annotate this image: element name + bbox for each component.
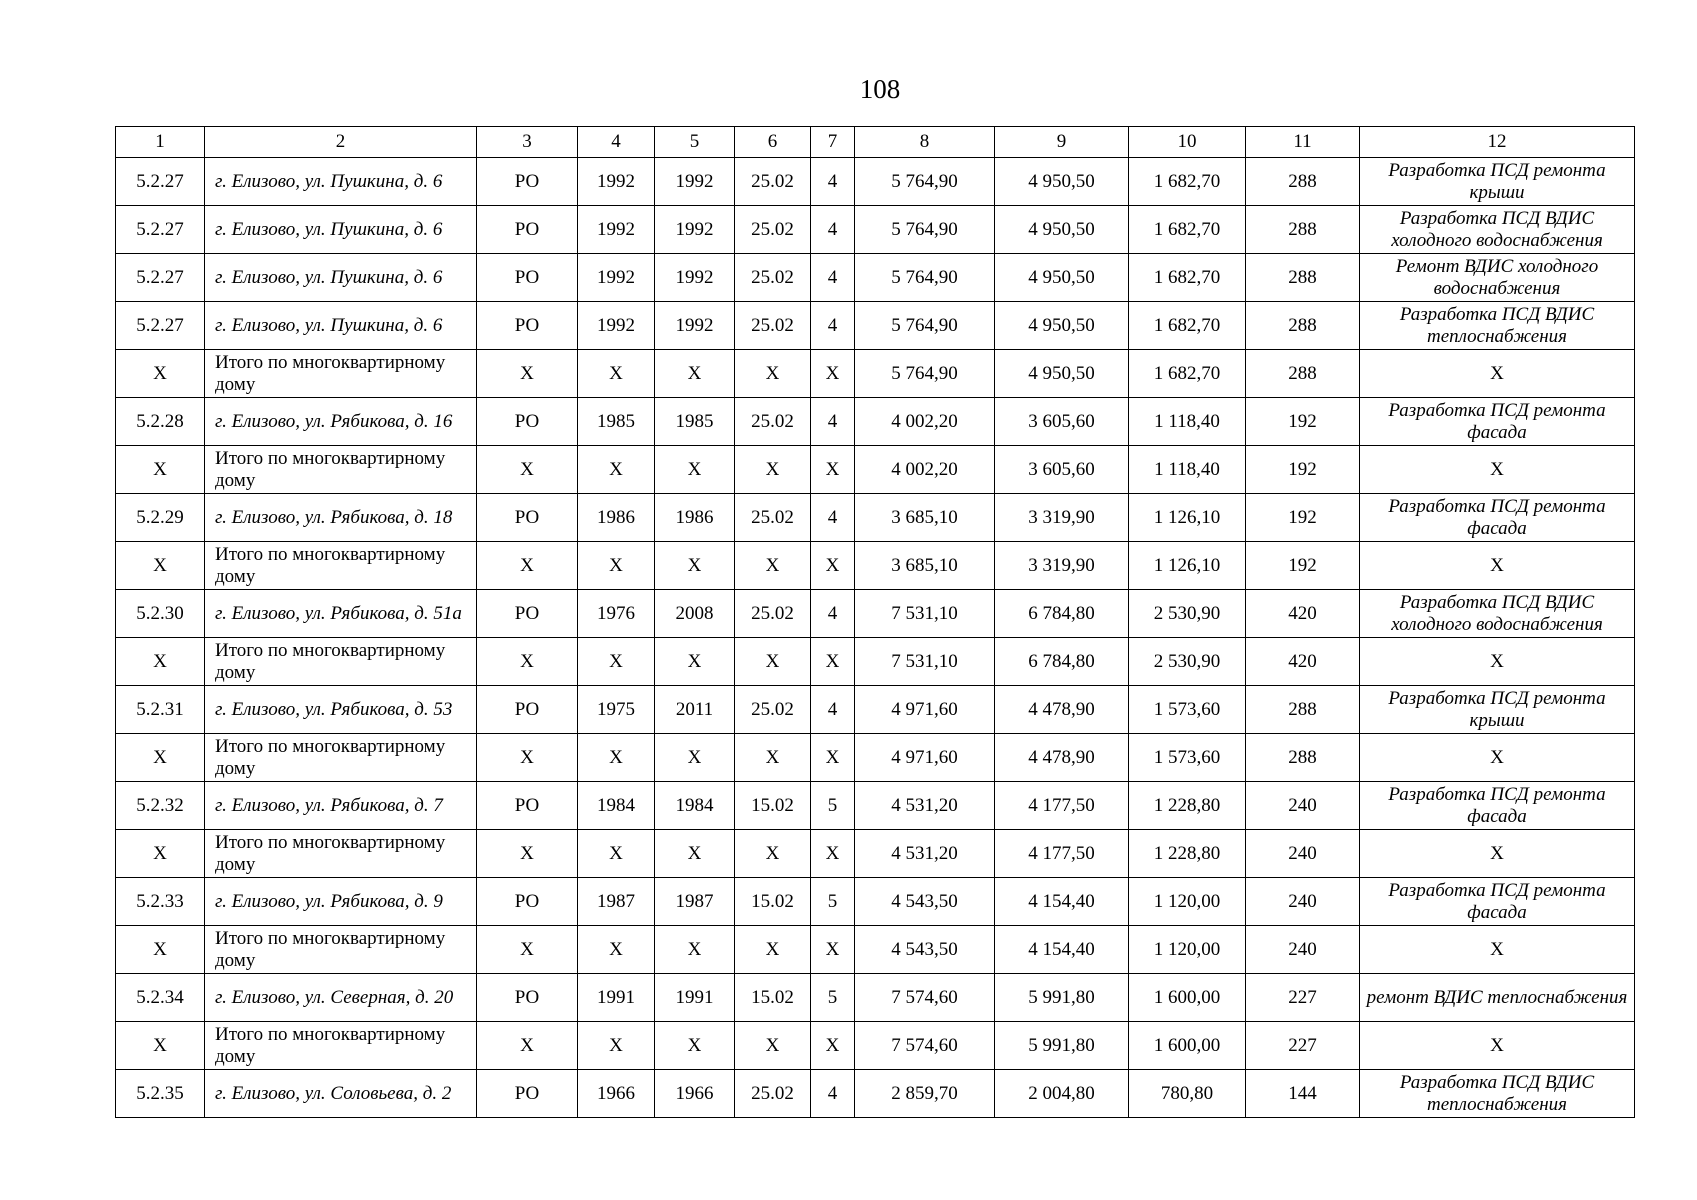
address-cell: Итого по многоквартирному дому: [205, 446, 477, 494]
total-area-cell: 5 764,90: [855, 302, 995, 350]
floors-cell: 4: [811, 494, 855, 542]
item-number-cell: 5.2.29: [116, 494, 205, 542]
address-cell: г. Елизово, ул. Рябикова, д. 16: [205, 398, 477, 446]
item-number-cell: 5.2.27: [116, 302, 205, 350]
nonresidential-area-cell: 1 118,40: [1129, 398, 1246, 446]
nonresidential-area-cell: 2 530,90: [1129, 638, 1246, 686]
year-commissioned-cell: Х: [655, 350, 735, 398]
table-row: [116, 158, 1635, 206]
nonresidential-area-cell: 1 228,80: [1129, 830, 1246, 878]
owner-type-cell: Х: [477, 734, 578, 782]
wall-material-cell: 25.02: [735, 398, 811, 446]
residents-cell: 192: [1246, 542, 1360, 590]
year-built-cell: 1992: [578, 254, 655, 302]
address-cell: г. Елизово, ул. Рябикова, д. 7: [205, 782, 477, 830]
total-area-cell: 3 685,10: [855, 542, 995, 590]
address-cell: Итого по многоквартирному дому: [205, 734, 477, 782]
table-row: [116, 686, 1635, 734]
owner-type-cell: Х: [477, 830, 578, 878]
residents-cell: 420: [1246, 590, 1360, 638]
address-cell: Итого по многоквартирному дому: [205, 350, 477, 398]
work-type-cell: Разработка ПСД ремонта фасада: [1360, 494, 1635, 542]
residents-cell: 288: [1246, 350, 1360, 398]
nonresidential-area-cell: 1 682,70: [1129, 206, 1246, 254]
work-type-cell: Х: [1360, 926, 1635, 974]
floors-cell: Х: [811, 638, 855, 686]
work-type-cell: Х: [1360, 830, 1635, 878]
column-number-cell: 3: [477, 127, 578, 158]
item-number-cell: 5.2.28: [116, 398, 205, 446]
year-built-cell: 1976: [578, 590, 655, 638]
total-area-cell: 7 574,60: [855, 1022, 995, 1070]
table-row: [116, 1070, 1635, 1118]
floors-cell: Х: [811, 446, 855, 494]
work-type-cell: Х: [1360, 446, 1635, 494]
work-type-cell: Разработка ПСД ремонта фасада: [1360, 782, 1635, 830]
item-number-cell: Х: [116, 1022, 205, 1070]
work-type-cell: Х: [1360, 350, 1635, 398]
year-built-cell: 1975: [578, 686, 655, 734]
floors-cell: 4: [811, 206, 855, 254]
work-type-cell: Разработка ПСД ВДИС холодного водоснабжения: [1360, 590, 1635, 638]
year-commissioned-cell: 1985: [655, 398, 735, 446]
column-number-cell: 11: [1246, 127, 1360, 158]
total-area-cell: 4 543,50: [855, 926, 995, 974]
residential-area-cell: 3 605,60: [995, 446, 1129, 494]
capital-repair-table: [115, 126, 1635, 1118]
floors-cell: 4: [811, 398, 855, 446]
wall-material-cell: 25.02: [735, 254, 811, 302]
work-type-cell: Разработка ПСД ремонта фасада: [1360, 398, 1635, 446]
item-number-cell: 5.2.27: [116, 158, 205, 206]
residents-cell: 144: [1246, 1070, 1360, 1118]
work-type-cell: Ремонт ВДИС холодного водоснабжения: [1360, 254, 1635, 302]
residents-cell: 227: [1246, 1022, 1360, 1070]
table-row: [116, 590, 1635, 638]
year-built-cell: 1986: [578, 494, 655, 542]
address-cell: г. Елизово, ул. Рябикова, д. 18: [205, 494, 477, 542]
item-number-cell: Х: [116, 734, 205, 782]
table-row: [116, 974, 1635, 1022]
residential-area-cell: 4 950,50: [995, 206, 1129, 254]
nonresidential-area-cell: 1 600,00: [1129, 974, 1246, 1022]
nonresidential-area-cell: 1 118,40: [1129, 446, 1246, 494]
address-cell: г. Елизово, ул. Пушкина, д. 6: [205, 254, 477, 302]
year-built-cell: 1991: [578, 974, 655, 1022]
floors-cell: 4: [811, 590, 855, 638]
item-number-cell: 5.2.27: [116, 206, 205, 254]
nonresidential-area-cell: 1 120,00: [1129, 878, 1246, 926]
owner-type-cell: РО: [477, 398, 578, 446]
work-type-cell: Х: [1360, 1022, 1635, 1070]
column-number-cell: 8: [855, 127, 995, 158]
wall-material-cell: 15.02: [735, 974, 811, 1022]
year-built-cell: Х: [578, 734, 655, 782]
item-number-cell: Х: [116, 446, 205, 494]
floors-cell: Х: [811, 542, 855, 590]
total-row: [116, 542, 1635, 590]
total-area-cell: 4 002,20: [855, 398, 995, 446]
nonresidential-area-cell: 1 600,00: [1129, 1022, 1246, 1070]
item-number-cell: Х: [116, 350, 205, 398]
residential-area-cell: 3 605,60: [995, 398, 1129, 446]
residential-area-cell: 5 991,80: [995, 1022, 1129, 1070]
residential-area-cell: 2 004,80: [995, 1070, 1129, 1118]
floors-cell: Х: [811, 734, 855, 782]
year-built-cell: Х: [578, 446, 655, 494]
work-type-cell: Х: [1360, 542, 1635, 590]
owner-type-cell: РО: [477, 254, 578, 302]
residents-cell: 192: [1246, 398, 1360, 446]
total-area-cell: 4 543,50: [855, 878, 995, 926]
owner-type-cell: Х: [477, 350, 578, 398]
address-cell: г. Елизово, ул. Рябикова, д. 51а: [205, 590, 477, 638]
table-row: [116, 494, 1635, 542]
nonresidential-area-cell: 780,80: [1129, 1070, 1246, 1118]
residential-area-cell: 4 154,40: [995, 926, 1129, 974]
item-number-cell: 5.2.33: [116, 878, 205, 926]
owner-type-cell: РО: [477, 974, 578, 1022]
work-type-cell: ремонт ВДИС теплоснабжения: [1360, 974, 1635, 1022]
column-number-cell: 6: [735, 127, 811, 158]
work-type-cell: Х: [1360, 638, 1635, 686]
residents-cell: 240: [1246, 926, 1360, 974]
residents-cell: 240: [1246, 878, 1360, 926]
nonresidential-area-cell: 1 573,60: [1129, 734, 1246, 782]
address-cell: г. Елизово, ул. Пушкина, д. 6: [205, 158, 477, 206]
work-type-cell: Разработка ПСД ВДИС теплоснабжения: [1360, 1070, 1635, 1118]
floors-cell: 4: [811, 1070, 855, 1118]
total-area-cell: 4 971,60: [855, 734, 995, 782]
column-number-cell: 10: [1129, 127, 1246, 158]
column-number-cell: 4: [578, 127, 655, 158]
address-cell: Итого по многоквартирному дому: [205, 830, 477, 878]
residential-area-cell: 4 950,50: [995, 302, 1129, 350]
wall-material-cell: Х: [735, 1022, 811, 1070]
year-commissioned-cell: Х: [655, 1022, 735, 1070]
floors-cell: 4: [811, 158, 855, 206]
address-cell: г. Елизово, ул. Северная, д. 20: [205, 974, 477, 1022]
year-built-cell: Х: [578, 350, 655, 398]
column-number-cell: 2: [205, 127, 477, 158]
address-cell: Итого по многоквартирному дому: [205, 926, 477, 974]
owner-type-cell: РО: [477, 206, 578, 254]
year-built-cell: 1987: [578, 878, 655, 926]
total-area-cell: 4 531,20: [855, 782, 995, 830]
column-number-cell: 7: [811, 127, 855, 158]
owner-type-cell: Х: [477, 542, 578, 590]
item-number-cell: 5.2.34: [116, 974, 205, 1022]
year-commissioned-cell: Х: [655, 542, 735, 590]
table-body: [116, 127, 1635, 1118]
year-built-cell: Х: [578, 830, 655, 878]
work-type-cell: Разработка ПСД ВДИС теплоснабжения: [1360, 302, 1635, 350]
residential-area-cell: 4 177,50: [995, 782, 1129, 830]
owner-type-cell: РО: [477, 590, 578, 638]
wall-material-cell: Х: [735, 350, 811, 398]
table-row: [116, 206, 1635, 254]
total-area-cell: 4 002,20: [855, 446, 995, 494]
residential-area-cell: 6 784,80: [995, 590, 1129, 638]
total-row: [116, 350, 1635, 398]
item-number-cell: 5.2.31: [116, 686, 205, 734]
nonresidential-area-cell: 1 126,10: [1129, 542, 1246, 590]
total-area-cell: 5 764,90: [855, 350, 995, 398]
total-area-cell: 5 764,90: [855, 158, 995, 206]
address-cell: г. Елизово, ул. Пушкина, д. 6: [205, 302, 477, 350]
owner-type-cell: РО: [477, 878, 578, 926]
residential-area-cell: 4 177,50: [995, 830, 1129, 878]
year-commissioned-cell: 1992: [655, 302, 735, 350]
wall-material-cell: 25.02: [735, 686, 811, 734]
owner-type-cell: РО: [477, 302, 578, 350]
item-number-cell: 5.2.32: [116, 782, 205, 830]
total-row: [116, 1022, 1635, 1070]
residents-cell: 192: [1246, 446, 1360, 494]
nonresidential-area-cell: 1 682,70: [1129, 350, 1246, 398]
total-area-cell: 5 764,90: [855, 206, 995, 254]
wall-material-cell: 25.02: [735, 1070, 811, 1118]
year-commissioned-cell: 2008: [655, 590, 735, 638]
item-number-cell: Х: [116, 830, 205, 878]
work-type-cell: Разработка ПСД ремонта крыши: [1360, 686, 1635, 734]
table-row: [116, 254, 1635, 302]
wall-material-cell: Х: [735, 638, 811, 686]
residential-area-cell: 5 991,80: [995, 974, 1129, 1022]
year-commissioned-cell: Х: [655, 446, 735, 494]
item-number-cell: Х: [116, 926, 205, 974]
work-type-cell: Разработка ПСД ВДИС холодного водоснабжения: [1360, 206, 1635, 254]
total-area-cell: 5 764,90: [855, 254, 995, 302]
wall-material-cell: Х: [735, 542, 811, 590]
total-area-cell: 4 971,60: [855, 686, 995, 734]
year-built-cell: 1992: [578, 158, 655, 206]
address-cell: г. Елизово, ул. Пушкина, д. 6: [205, 206, 477, 254]
address-cell: Итого по многоквартирному дому: [205, 542, 477, 590]
table-row: [116, 878, 1635, 926]
residential-area-cell: 3 319,90: [995, 542, 1129, 590]
floors-cell: 4: [811, 254, 855, 302]
item-number-cell: 5.2.27: [116, 254, 205, 302]
address-cell: г. Елизово, ул. Рябикова, д. 9: [205, 878, 477, 926]
table-row: [116, 398, 1635, 446]
work-type-cell: Разработка ПСД ремонта фасада: [1360, 878, 1635, 926]
owner-type-cell: РО: [477, 158, 578, 206]
column-number-cell: 9: [995, 127, 1129, 158]
year-commissioned-cell: Х: [655, 638, 735, 686]
residents-cell: 227: [1246, 974, 1360, 1022]
table-row: [116, 302, 1635, 350]
residents-cell: 288: [1246, 206, 1360, 254]
residents-cell: 288: [1246, 158, 1360, 206]
year-commissioned-cell: 1987: [655, 878, 735, 926]
column-number-cell: 5: [655, 127, 735, 158]
year-commissioned-cell: Х: [655, 830, 735, 878]
year-built-cell: Х: [578, 926, 655, 974]
total-row: [116, 446, 1635, 494]
owner-type-cell: РО: [477, 782, 578, 830]
residential-area-cell: 4 950,50: [995, 254, 1129, 302]
residents-cell: 288: [1246, 734, 1360, 782]
work-type-cell: Х: [1360, 734, 1635, 782]
nonresidential-area-cell: 1 682,70: [1129, 158, 1246, 206]
wall-material-cell: 25.02: [735, 206, 811, 254]
floors-cell: 5: [811, 782, 855, 830]
floors-cell: Х: [811, 830, 855, 878]
total-row: [116, 830, 1635, 878]
year-commissioned-cell: 1992: [655, 206, 735, 254]
wall-material-cell: Х: [735, 734, 811, 782]
column-number-cell: 1: [116, 127, 205, 158]
address-cell: г. Елизово, ул. Рябикова, д. 53: [205, 686, 477, 734]
year-commissioned-cell: Х: [655, 734, 735, 782]
item-number-cell: Х: [116, 638, 205, 686]
year-commissioned-cell: 1992: [655, 158, 735, 206]
year-commissioned-cell: Х: [655, 926, 735, 974]
year-commissioned-cell: 2011: [655, 686, 735, 734]
owner-type-cell: Х: [477, 446, 578, 494]
total-row: [116, 734, 1635, 782]
item-number-cell: Х: [116, 542, 205, 590]
year-built-cell: Х: [578, 542, 655, 590]
residential-area-cell: 4 478,90: [995, 734, 1129, 782]
total-area-cell: 7 531,10: [855, 638, 995, 686]
page-number: 108: [859, 74, 901, 104]
total-area-cell: 7 531,10: [855, 590, 995, 638]
residential-area-cell: 3 319,90: [995, 494, 1129, 542]
year-built-cell: 1992: [578, 302, 655, 350]
year-built-cell: Х: [578, 1022, 655, 1070]
total-area-cell: 7 574,60: [855, 974, 995, 1022]
year-commissioned-cell: 1966: [655, 1070, 735, 1118]
year-built-cell: 1984: [578, 782, 655, 830]
residential-area-cell: 4 950,50: [995, 158, 1129, 206]
residents-cell: 240: [1246, 782, 1360, 830]
residents-cell: 420: [1246, 638, 1360, 686]
nonresidential-area-cell: 1 682,70: [1129, 302, 1246, 350]
floors-cell: 4: [811, 302, 855, 350]
owner-type-cell: РО: [477, 1070, 578, 1118]
total-row: [116, 638, 1635, 686]
residential-area-cell: 4 154,40: [995, 878, 1129, 926]
wall-material-cell: Х: [735, 830, 811, 878]
year-built-cell: 1992: [578, 206, 655, 254]
wall-material-cell: Х: [735, 926, 811, 974]
total-area-cell: 2 859,70: [855, 1070, 995, 1118]
total-row: [116, 926, 1635, 974]
wall-material-cell: 25.02: [735, 494, 811, 542]
nonresidential-area-cell: 1 573,60: [1129, 686, 1246, 734]
residents-cell: 288: [1246, 302, 1360, 350]
floors-cell: Х: [811, 926, 855, 974]
residential-area-cell: 4 478,90: [995, 686, 1129, 734]
address-cell: Итого по многоквартирному дому: [205, 1022, 477, 1070]
floors-cell: 5: [811, 974, 855, 1022]
owner-type-cell: Х: [477, 926, 578, 974]
owner-type-cell: РО: [477, 686, 578, 734]
owner-type-cell: РО: [477, 494, 578, 542]
nonresidential-area-cell: 1 120,00: [1129, 926, 1246, 974]
address-cell: г. Елизово, ул. Соловьева, д. 2: [205, 1070, 477, 1118]
nonresidential-area-cell: 1 228,80: [1129, 782, 1246, 830]
total-area-cell: 4 531,20: [855, 830, 995, 878]
year-commissioned-cell: 1986: [655, 494, 735, 542]
owner-type-cell: Х: [477, 638, 578, 686]
residents-cell: 288: [1246, 686, 1360, 734]
table-row: [116, 782, 1635, 830]
residents-cell: 192: [1246, 494, 1360, 542]
residents-cell: 240: [1246, 830, 1360, 878]
wall-material-cell: 25.02: [735, 158, 811, 206]
year-built-cell: 1985: [578, 398, 655, 446]
total-area-cell: 3 685,10: [855, 494, 995, 542]
nonresidential-area-cell: 2 530,90: [1129, 590, 1246, 638]
nonresidential-area-cell: 1 126,10: [1129, 494, 1246, 542]
year-commissioned-cell: 1992: [655, 254, 735, 302]
item-number-cell: 5.2.30: [116, 590, 205, 638]
floors-cell: Х: [811, 350, 855, 398]
wall-material-cell: 25.02: [735, 590, 811, 638]
residential-area-cell: 4 950,50: [995, 350, 1129, 398]
year-commissioned-cell: 1991: [655, 974, 735, 1022]
address-cell: Итого по многоквартирному дому: [205, 638, 477, 686]
work-type-cell: Разработка ПСД ремонта крыши: [1360, 158, 1635, 206]
nonresidential-area-cell: 1 682,70: [1129, 254, 1246, 302]
floors-cell: Х: [811, 1022, 855, 1070]
year-commissioned-cell: 1984: [655, 782, 735, 830]
wall-material-cell: 25.02: [735, 302, 811, 350]
owner-type-cell: Х: [477, 1022, 578, 1070]
column-number-row: [116, 127, 1635, 158]
wall-material-cell: Х: [735, 446, 811, 494]
floors-cell: 4: [811, 686, 855, 734]
residents-cell: 288: [1246, 254, 1360, 302]
column-number-cell: 12: [1360, 127, 1635, 158]
year-built-cell: 1966: [578, 1070, 655, 1118]
year-built-cell: Х: [578, 638, 655, 686]
wall-material-cell: 15.02: [735, 782, 811, 830]
residential-area-cell: 6 784,80: [995, 638, 1129, 686]
wall-material-cell: 15.02: [735, 878, 811, 926]
floors-cell: 5: [811, 878, 855, 926]
item-number-cell: 5.2.35: [116, 1070, 205, 1118]
